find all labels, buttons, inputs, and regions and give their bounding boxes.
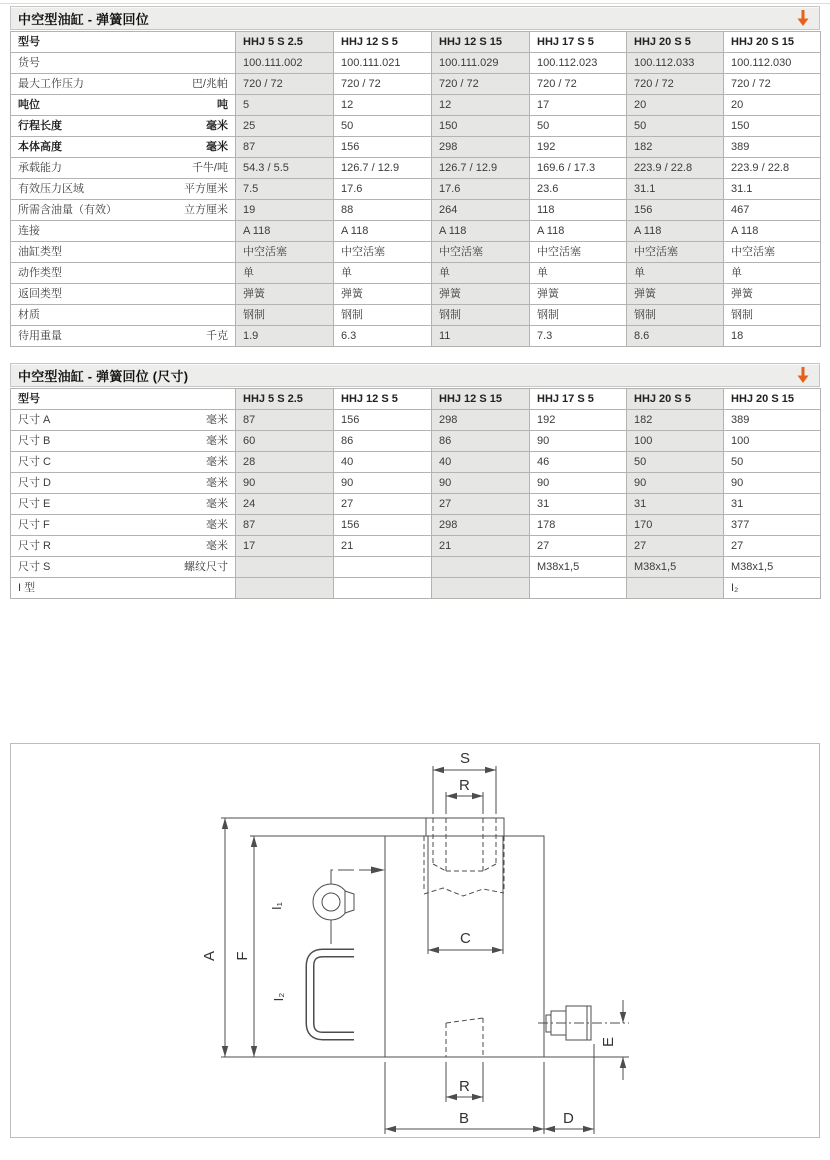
spec-row [11, 221, 821, 242]
spec-unit: 毫米 [206, 498, 228, 510]
spec-unit: 巴/兆帕 [191, 78, 228, 90]
section-dimensions-titlebar [10, 363, 820, 387]
spec-value-cell [334, 557, 432, 578]
spec-row [11, 200, 821, 221]
spec-value-cell: 20 [627, 95, 724, 116]
spec-value-cell: 钢制 [530, 305, 627, 326]
dim-label-b: B [459, 1110, 470, 1127]
model-header-cell: HHJ 5 S 2.5 [236, 389, 334, 410]
spec-value-cell: 钢制 [724, 305, 821, 326]
spec-unit: 毫米 [206, 414, 228, 426]
spec-value-cell: 156 [627, 200, 724, 221]
model-header-cell: HHJ 17 S 5 [530, 389, 627, 410]
spec-value-cell: 单 [432, 263, 530, 284]
spec-value-cell: 90 [432, 473, 530, 494]
spec-value-cell: 720 / 72 [530, 74, 627, 95]
spec-value-cell: A 118 [432, 221, 530, 242]
spec-value-cell: 100.112.030 [724, 53, 821, 74]
spec-row [11, 326, 821, 347]
spec-value-cell: 87 [236, 137, 334, 158]
spec-value-cell: 118 [530, 200, 627, 221]
spec-label: 材质 [18, 309, 40, 321]
spec-value-cell: 31 [627, 494, 724, 515]
spec-label: 待用重量 [18, 330, 62, 342]
dim-label-f: F [234, 951, 251, 961]
spec-unit: 平方厘米 [184, 183, 228, 195]
dim-label-d: D [563, 1110, 574, 1127]
spec-value-cell: A 118 [724, 221, 821, 242]
technical-drawing-panel [10, 743, 820, 1138]
spec-value-cell: 100.111.002 [236, 53, 334, 74]
spec-unit: 毫米 [206, 435, 228, 447]
spec-row-label-cell [11, 557, 236, 578]
spec-value-cell: 50 [334, 116, 432, 137]
spec-value-cell: 中空活塞 [627, 242, 724, 263]
spec-value-cell: 23.6 [530, 179, 627, 200]
spec-label: 尺寸 D [18, 477, 51, 489]
spec-value-cell [236, 557, 334, 578]
spec-value-cell: 720 / 72 [236, 74, 334, 95]
spec-row-label-cell [11, 53, 236, 74]
spec-value-cell: 264 [432, 200, 530, 221]
dim-label-r-top: R [459, 777, 470, 794]
spec-value-cell: 100.111.029 [432, 53, 530, 74]
spec-value-cell: 377 [724, 515, 821, 536]
model-header-cell: HHJ 20 S 15 [724, 32, 821, 53]
spec-value-cell: 720 / 72 [724, 74, 821, 95]
model-header-cell: HHJ 20 S 5 [627, 32, 724, 53]
spec-value-cell: 中空活塞 [530, 242, 627, 263]
lifting-eye-icon [313, 884, 354, 920]
spec-value-cell: 192 [530, 137, 627, 158]
spec-unit: 千牛/吨 [191, 162, 228, 174]
spec-value-cell: 21 [334, 536, 432, 557]
spec-value-cell: 17 [236, 536, 334, 557]
spec-value-cell: 单 [724, 263, 821, 284]
spec-unit: 毫米 [206, 456, 228, 468]
spec-value-cell: 40 [432, 452, 530, 473]
spec-label: 尺寸 S [18, 561, 51, 573]
spec-value-cell: 31 [530, 494, 627, 515]
spec-value-cell: 169.6 / 17.3 [530, 158, 627, 179]
spec-label: 尺寸 C [18, 456, 51, 468]
spec-value-cell: 54.3 / 5.5 [236, 158, 334, 179]
spec-value-cell: M38x1,5 [724, 557, 821, 578]
spec-label: 有效压力区域 [18, 183, 84, 195]
spec-value-cell: 298 [432, 137, 530, 158]
dim-label-e: E [600, 1036, 617, 1048]
spec-value-cell: 156 [334, 410, 432, 431]
spec-value-cell: 100.112.023 [530, 53, 627, 74]
spec-label: 所需含油量（有效） [18, 204, 117, 216]
dim-label-i2: I₂ [271, 992, 286, 1002]
spec-row [11, 410, 821, 431]
section-specs [10, 6, 820, 347]
spec-value-cell: 87 [236, 515, 334, 536]
spec-value-cell: 17.6 [334, 179, 432, 200]
spec-value-cell: 7.5 [236, 179, 334, 200]
spec-value-cell: 90 [724, 473, 821, 494]
spec-value-cell: 21 [432, 536, 530, 557]
spec-value-cell: 298 [432, 410, 530, 431]
spec-value-cell: 弹簧 [627, 284, 724, 305]
spec-label: 货号 [18, 57, 40, 69]
spec-value-cell: 弹簧 [432, 284, 530, 305]
spec-value-cell: 19 [236, 200, 334, 221]
spec-value-cell: 20 [724, 95, 821, 116]
spec-row-label-cell [11, 242, 236, 263]
spec-value-cell: 126.7 / 12.9 [334, 158, 432, 179]
spec-row [11, 116, 821, 137]
spec-unit: 毫米 [206, 120, 228, 132]
dim-label-r-bottom: R [459, 1078, 470, 1095]
model-header-cell: HHJ 5 S 2.5 [236, 32, 334, 53]
spec-value-cell: 31.1 [627, 179, 724, 200]
model-header-cell: HHJ 17 S 5 [530, 32, 627, 53]
spec-row [11, 158, 821, 179]
spec-row-label-cell [11, 326, 236, 347]
spec-row-label-cell [11, 494, 236, 515]
spec-value-cell: 钢制 [236, 305, 334, 326]
spec-row [11, 137, 821, 158]
spec-value-cell: 156 [334, 515, 432, 536]
spec-value-cell: 389 [724, 137, 821, 158]
spec-label: 动作类型 [18, 267, 62, 279]
spec-value-cell: 298 [432, 515, 530, 536]
spec-value-cell: 弹簧 [236, 284, 334, 305]
spec-value-cell: 50 [627, 116, 724, 137]
spec-row-label-cell [11, 515, 236, 536]
dimension-f [250, 836, 385, 1057]
spec-unit: 毫米 [206, 477, 228, 489]
spec-unit: 毫米 [206, 519, 228, 531]
spec-value-cell: 12 [334, 95, 432, 116]
spec-value-cell: 17.6 [432, 179, 530, 200]
spec-value-cell: M38x1,5 [530, 557, 627, 578]
spec-value-cell: 100 [627, 431, 724, 452]
spec-value-cell: 27 [724, 536, 821, 557]
dimensions-table [10, 388, 821, 599]
spec-value-cell [432, 557, 530, 578]
spec-value-cell: 单 [334, 263, 432, 284]
spec-value-cell: 1.9 [236, 326, 334, 347]
spec-value-cell: 钢制 [627, 305, 724, 326]
spec-value-cell: 钢制 [334, 305, 432, 326]
spec-row [11, 263, 821, 284]
spec-value-cell: 27 [432, 494, 530, 515]
spec-row [11, 431, 821, 452]
spec-value-cell: 720 / 72 [432, 74, 530, 95]
spec-label: 连接 [18, 225, 40, 237]
spec-label: 行程长度 [18, 120, 62, 132]
spec-row [11, 494, 821, 515]
models-header-row [11, 389, 821, 410]
spec-value-cell: 中空活塞 [724, 242, 821, 263]
spec-value-cell: 50 [530, 116, 627, 137]
spec-row [11, 95, 821, 116]
spec-value-cell: 8.6 [627, 326, 724, 347]
down-arrow-icon[interactable] [792, 366, 814, 384]
spec-label: 尺寸 A [18, 414, 51, 426]
spec-row-label-cell [11, 221, 236, 242]
spec-value-cell: 24 [236, 494, 334, 515]
spec-unit: 吨 [217, 99, 228, 111]
spec-value-cell: 5 [236, 95, 334, 116]
spec-row [11, 74, 821, 95]
spec-value-cell: 87 [236, 410, 334, 431]
spec-value-cell: 钢制 [432, 305, 530, 326]
spec-row-label-cell [11, 536, 236, 557]
spec-unit: 立方厘米 [184, 204, 228, 216]
specs-table [10, 31, 821, 347]
spec-value-cell: 100.111.021 [334, 53, 432, 74]
cylinder-collar-outline [426, 818, 504, 836]
spec-value-cell: 720 / 72 [627, 74, 724, 95]
spec-value-cell: 182 [627, 137, 724, 158]
spec-value-cell: 17 [530, 95, 627, 116]
spec-value-cell: 中空活塞 [236, 242, 334, 263]
spec-value-cell: 86 [334, 431, 432, 452]
spec-value-cell: 90 [627, 473, 724, 494]
spec-label: 尺寸 B [18, 435, 51, 447]
model-header-cell: HHJ 12 S 5 [334, 32, 432, 53]
model-header-cell: HHJ 12 S 5 [334, 389, 432, 410]
spec-value-cell [432, 578, 530, 599]
spec-value-cell: 6.3 [334, 326, 432, 347]
model-column-title: 型号 [11, 32, 236, 53]
spec-value-cell: 126.7 / 12.9 [432, 158, 530, 179]
spec-row-label-cell [11, 95, 236, 116]
spec-row [11, 515, 821, 536]
spec-row-label-cell [11, 431, 236, 452]
spec-value-cell: A 118 [334, 221, 432, 242]
spec-label: 油缸类型 [18, 246, 62, 258]
spec-value-cell: A 118 [236, 221, 334, 242]
spec-row [11, 473, 821, 494]
spec-value-cell: 50 [627, 452, 724, 473]
spec-row-label-cell [11, 116, 236, 137]
spec-value-cell: 28 [236, 452, 334, 473]
spec-value-cell: 389 [724, 410, 821, 431]
spec-row [11, 305, 821, 326]
spec-label: I 型 [18, 582, 36, 594]
spec-row [11, 578, 821, 599]
spec-unit: 毫米 [206, 540, 228, 552]
spec-row-label-cell [11, 473, 236, 494]
down-arrow-icon[interactable] [792, 9, 814, 27]
spec-value-cell: 223.9 / 22.8 [627, 158, 724, 179]
dim-label-c: C [460, 930, 471, 947]
spec-value-cell: 12 [432, 95, 530, 116]
spec-value-cell: I₂ [724, 578, 821, 599]
spec-row [11, 284, 821, 305]
section-dimensions [10, 363, 820, 599]
spec-value-cell: 18 [724, 326, 821, 347]
spec-value-cell: 90 [530, 473, 627, 494]
spec-value-cell: 40 [334, 452, 432, 473]
spec-value-cell: 27 [530, 536, 627, 557]
spec-label: 尺寸 R [18, 540, 51, 552]
spec-label: 尺寸 F [18, 519, 50, 531]
coupler-fitting [538, 1006, 629, 1040]
spec-value-cell: 223.9 / 22.8 [724, 158, 821, 179]
spec-row [11, 557, 821, 578]
spec-row-label-cell [11, 452, 236, 473]
spec-row [11, 452, 821, 473]
spec-value-cell: A 118 [627, 221, 724, 242]
spec-value-cell: 27 [334, 494, 432, 515]
spec-label: 本体高度 [18, 141, 62, 153]
spec-row-label-cell [11, 158, 236, 179]
spec-row-label-cell [11, 578, 236, 599]
model-header-cell: HHJ 20 S 15 [724, 389, 821, 410]
spec-value-cell: 88 [334, 200, 432, 221]
model-header-cell: HHJ 12 S 15 [432, 389, 530, 410]
dimension-r-top [446, 792, 483, 814]
dim-label-i1: I₁ [269, 902, 284, 910]
spec-value-cell: 170 [627, 515, 724, 536]
section-dimensions-title: 中空型油缸 - 弹簧回位 (尺寸) [18, 368, 189, 384]
handle-icon [310, 953, 354, 1036]
spec-value-cell: 150 [432, 116, 530, 137]
model-header-cell: HHJ 20 S 5 [627, 389, 724, 410]
spec-value-cell: 50 [724, 452, 821, 473]
spec-row-label-cell [11, 74, 236, 95]
spec-value-cell: 86 [432, 431, 530, 452]
spec-row [11, 53, 821, 74]
spec-value-cell: 弹簧 [334, 284, 432, 305]
spec-row-label-cell [11, 137, 236, 158]
page-top-rule [0, 0, 830, 4]
spec-value-cell: 25 [236, 116, 334, 137]
spec-value-cell: 7.3 [530, 326, 627, 347]
spec-value-cell: 弹簧 [530, 284, 627, 305]
spec-value-cell: 720 / 72 [334, 74, 432, 95]
spec-value-cell: A 118 [530, 221, 627, 242]
spec-label: 吨位 [18, 99, 40, 111]
spec-value-cell: 182 [627, 410, 724, 431]
spec-row-label-cell [11, 305, 236, 326]
spec-unit: 毫米 [206, 141, 228, 153]
section-specs-titlebar [10, 6, 820, 30]
spec-value-cell: M38x1,5 [627, 557, 724, 578]
dim-label-s: S [460, 750, 471, 767]
spec-row-label-cell [11, 284, 236, 305]
spec-label: 尺寸 E [18, 498, 51, 510]
spec-row [11, 536, 821, 557]
spec-row-label-cell [11, 179, 236, 200]
spec-row-label-cell [11, 263, 236, 284]
spec-value-cell: 156 [334, 137, 432, 158]
dimension-e [620, 1000, 626, 1080]
spec-value-cell: 中空活塞 [334, 242, 432, 263]
spec-value-cell [236, 578, 334, 599]
spec-value-cell: 90 [236, 473, 334, 494]
spec-value-cell: 46 [530, 452, 627, 473]
spec-value-cell: 90 [334, 473, 432, 494]
spec-value-cell [334, 578, 432, 599]
spec-label: 最大工作压力 [18, 78, 84, 90]
spec-label: 返回类型 [18, 288, 62, 300]
spec-row-label-cell [11, 410, 236, 431]
spec-value-cell: 单 [236, 263, 334, 284]
cylinder-dimension-drawing [11, 744, 819, 1137]
models-header-row [11, 32, 821, 53]
model-header-cell: HHJ 12 S 15 [432, 32, 530, 53]
spec-value-cell: 60 [236, 431, 334, 452]
spec-value-cell: 单 [627, 263, 724, 284]
spec-value-cell [530, 578, 627, 599]
spec-value-cell: 单 [530, 263, 627, 284]
dim-label-a: A [201, 950, 218, 962]
model-column-title: 型号 [11, 389, 236, 410]
spec-row [11, 179, 821, 200]
spec-value-cell: 11 [432, 326, 530, 347]
spec-value-cell: 100 [724, 431, 821, 452]
spec-value-cell: 100.112.033 [627, 53, 724, 74]
spec-value-cell: 中空活塞 [432, 242, 530, 263]
spec-value-cell: 90 [530, 431, 627, 452]
spec-value-cell: 178 [530, 515, 627, 536]
spec-unit: 螺纹尺寸 [184, 561, 228, 573]
spec-value-cell: 31 [724, 494, 821, 515]
spec-value-cell: 150 [724, 116, 821, 137]
spec-value-cell: 27 [627, 536, 724, 557]
spec-value-cell [627, 578, 724, 599]
spec-value-cell: 467 [724, 200, 821, 221]
spec-value-cell: 192 [530, 410, 627, 431]
spec-value-cell: 31.1 [724, 179, 821, 200]
spec-value-cell: 弹簧 [724, 284, 821, 305]
spec-unit: 千克 [206, 330, 228, 342]
spec-label: 承载能力 [18, 162, 62, 174]
spec-row-label-cell [11, 200, 236, 221]
spec-row [11, 242, 821, 263]
section-specs-title: 中空型油缸 - 弹簧回位 [18, 11, 149, 27]
pointer-line [331, 867, 385, 885]
